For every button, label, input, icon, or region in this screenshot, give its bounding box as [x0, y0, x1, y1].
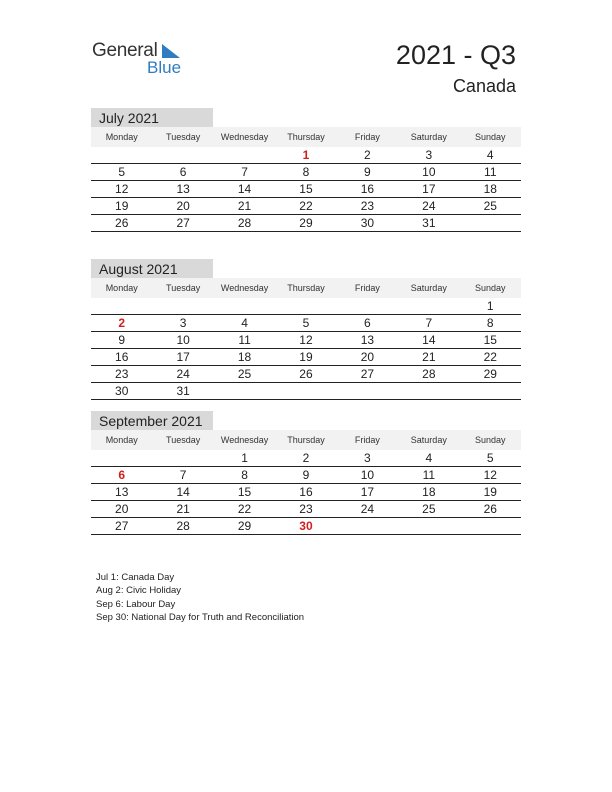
day-cell: 23 [91, 366, 152, 383]
week-row [91, 484, 521, 501]
page-title: 2021 - Q3 [395, 40, 516, 70]
day-cell: 2 [337, 147, 398, 164]
country-name: Canada [452, 76, 516, 96]
day-cell: 24 [152, 366, 213, 383]
day-cell: 1 [460, 298, 521, 315]
empty-day-cell [152, 298, 213, 315]
weekday-header: Friday [337, 127, 398, 147]
weekday-header: Thursday [275, 278, 336, 298]
day-cell: 18 [460, 181, 521, 198]
week-row [91, 147, 521, 164]
weekday-header: Sunday [460, 430, 521, 450]
day-cell: 7 [152, 467, 213, 484]
weekday-header: Saturday [398, 278, 459, 298]
empty-day-cell [460, 383, 521, 400]
week-row [91, 518, 521, 535]
day-cell: 31 [152, 383, 213, 400]
holiday-notes [96, 571, 304, 624]
weekday-header: Friday [337, 430, 398, 450]
month-august [91, 259, 521, 400]
weekday-header: Thursday [275, 127, 336, 147]
day-cell: 30 [91, 383, 152, 400]
day-cell: 26 [91, 215, 152, 232]
weekday-header: Wednesday [214, 278, 275, 298]
day-cell: 30 [337, 215, 398, 232]
day-cell: 6 [152, 164, 213, 181]
month-title: September 2021 [91, 411, 213, 430]
day-cell: 7 [398, 315, 459, 332]
week-row [91, 467, 521, 484]
day-cell: 17 [152, 349, 213, 366]
day-cell: 16 [337, 181, 398, 198]
empty-day-cell [91, 147, 152, 164]
weekday-header: Wednesday [214, 430, 275, 450]
day-cell: 25 [398, 501, 459, 518]
weekday-header: Thursday [275, 430, 336, 450]
empty-day-cell [152, 147, 213, 164]
month-title: July 2021 [91, 108, 213, 127]
day-cell: 16 [91, 349, 152, 366]
week-row [91, 315, 521, 332]
day-cell: 16 [275, 484, 336, 501]
holiday-note: Sep 6: Labour Day [96, 598, 176, 610]
day-cell: 21 [152, 501, 213, 518]
day-cell: 28 [152, 518, 213, 535]
holiday-note: Aug 2: Civic Holiday [96, 585, 182, 597]
empty-day-cell [275, 383, 336, 400]
day-cell: 12 [275, 332, 336, 349]
weekday-header: Saturday [398, 430, 459, 450]
day-cell: 3 [152, 315, 213, 332]
day-cell: 9 [275, 467, 336, 484]
day-cell: 13 [91, 484, 152, 501]
day-cell: 13 [152, 181, 213, 198]
weekday-header: Monday [91, 127, 152, 147]
day-cell: 29 [275, 215, 336, 232]
day-cell: 11 [398, 467, 459, 484]
empty-day-cell [214, 147, 275, 164]
week-row [91, 332, 521, 349]
weekday-header: Tuesday [152, 278, 213, 298]
logo [92, 40, 202, 80]
day-cell: 14 [398, 332, 459, 349]
week-row [91, 181, 521, 198]
day-cell: 18 [214, 349, 275, 366]
day-cell: 20 [91, 501, 152, 518]
day-cell: 10 [398, 164, 459, 181]
day-cell: 23 [337, 198, 398, 215]
day-cell: 8 [460, 315, 521, 332]
logo-general-text: General [92, 40, 158, 61]
day-cell: 8 [214, 467, 275, 484]
holiday-day-cell: 2 [91, 315, 152, 332]
day-cell: 20 [337, 349, 398, 366]
holiday-note: Jul 1: Canada Day [96, 572, 175, 583]
day-cell: 27 [337, 366, 398, 383]
empty-day-cell [275, 298, 336, 315]
day-cell: 17 [337, 484, 398, 501]
day-cell: 10 [337, 467, 398, 484]
day-cell: 27 [91, 518, 152, 535]
day-cell: 27 [152, 215, 213, 232]
holiday-day-cell: 1 [275, 147, 336, 164]
empty-day-cell [398, 383, 459, 400]
day-cell: 21 [398, 349, 459, 366]
day-cell: 26 [275, 366, 336, 383]
day-cell: 4 [460, 147, 521, 164]
day-cell: 5 [91, 164, 152, 181]
empty-day-cell [91, 450, 152, 467]
week-row [91, 298, 521, 315]
weekday-header: Sunday [460, 278, 521, 298]
day-cell: 4 [398, 450, 459, 467]
weekday-header: Monday [91, 430, 152, 450]
day-cell: 15 [275, 181, 336, 198]
day-cell: 7 [214, 164, 275, 181]
week-row [91, 450, 521, 467]
empty-day-cell [460, 215, 521, 232]
day-cell: 20 [152, 198, 213, 215]
empty-day-cell [398, 298, 459, 315]
calendar-table [91, 430, 521, 535]
day-cell: 12 [460, 467, 521, 484]
holiday-day-cell: 6 [91, 467, 152, 484]
day-cell: 15 [214, 484, 275, 501]
calendar-table [91, 278, 521, 400]
day-cell: 3 [398, 147, 459, 164]
week-row [91, 501, 521, 518]
day-cell: 4 [214, 315, 275, 332]
week-row [91, 164, 521, 181]
empty-day-cell [460, 518, 521, 535]
day-cell: 28 [214, 215, 275, 232]
weekday-header: Monday [91, 278, 152, 298]
holiday-note: Sep 30: National Day for Truth and Reconciliation [96, 611, 305, 623]
day-cell: 5 [275, 315, 336, 332]
day-cell: 25 [214, 366, 275, 383]
day-cell: 1 [214, 450, 275, 467]
day-cell: 13 [337, 332, 398, 349]
weekday-header: Sunday [460, 127, 521, 147]
holiday-day-cell: 30 [275, 518, 336, 535]
empty-day-cell [214, 383, 275, 400]
day-cell: 22 [275, 198, 336, 215]
day-cell: 23 [275, 501, 336, 518]
month-title: August 2021 [91, 259, 213, 278]
empty-day-cell [91, 298, 152, 315]
empty-day-cell [398, 518, 459, 535]
logo-blue-text: Blue [147, 58, 182, 77]
day-cell: 25 [460, 198, 521, 215]
day-cell: 17 [398, 181, 459, 198]
calendar-table [91, 127, 521, 232]
day-cell: 9 [91, 332, 152, 349]
empty-day-cell [337, 383, 398, 400]
day-cell: 26 [460, 501, 521, 518]
week-row [91, 198, 521, 215]
day-cell: 2 [275, 450, 336, 467]
empty-day-cell [214, 298, 275, 315]
empty-day-cell [337, 518, 398, 535]
month-july [91, 108, 521, 232]
day-cell: 24 [398, 198, 459, 215]
day-cell: 11 [460, 164, 521, 181]
day-cell: 8 [275, 164, 336, 181]
day-cell: 29 [214, 518, 275, 535]
day-cell: 24 [337, 501, 398, 518]
day-cell: 14 [214, 181, 275, 198]
weekday-header: Wednesday [214, 127, 275, 147]
day-cell: 10 [152, 332, 213, 349]
day-cell: 21 [214, 198, 275, 215]
day-cell: 15 [460, 332, 521, 349]
day-cell: 28 [398, 366, 459, 383]
week-row [91, 349, 521, 366]
month-september [91, 411, 521, 535]
empty-day-cell [337, 298, 398, 315]
day-cell: 11 [214, 332, 275, 349]
day-cell: 29 [460, 366, 521, 383]
day-cell: 12 [91, 181, 152, 198]
weekday-header: Saturday [398, 127, 459, 147]
empty-day-cell [152, 450, 213, 467]
day-cell: 14 [152, 484, 213, 501]
day-cell: 9 [337, 164, 398, 181]
day-cell: 22 [460, 349, 521, 366]
day-cell: 18 [398, 484, 459, 501]
weekday-header: Friday [337, 278, 398, 298]
day-cell: 31 [398, 215, 459, 232]
day-cell: 6 [337, 315, 398, 332]
day-cell: 5 [460, 450, 521, 467]
weekday-header: Tuesday [152, 127, 213, 147]
day-cell: 3 [337, 450, 398, 467]
week-row [91, 383, 521, 400]
day-cell: 19 [275, 349, 336, 366]
week-row [91, 366, 521, 383]
day-cell: 19 [91, 198, 152, 215]
weekday-header: Tuesday [152, 430, 213, 450]
day-cell: 19 [460, 484, 521, 501]
day-cell: 22 [214, 501, 275, 518]
week-row [91, 215, 521, 232]
